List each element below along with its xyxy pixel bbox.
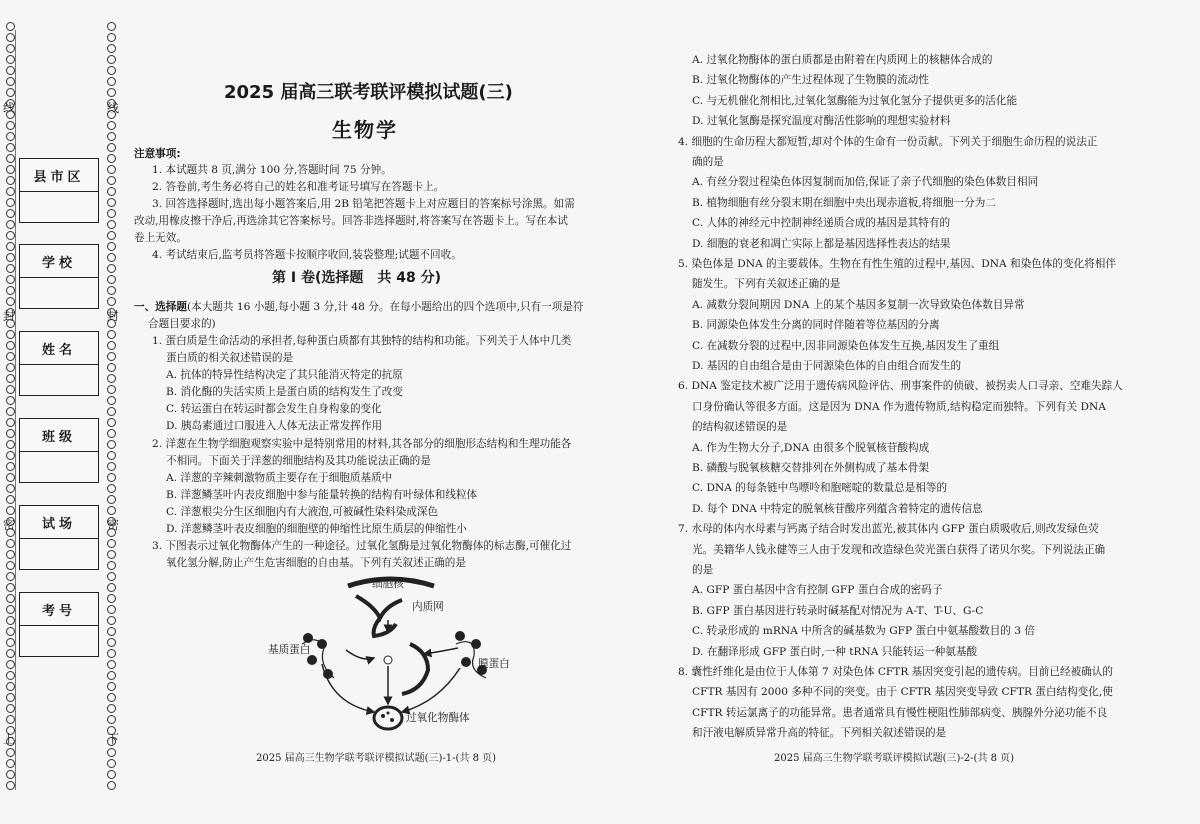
binding-hole bbox=[107, 715, 116, 724]
binding-hole bbox=[107, 759, 116, 768]
notice-line: 3. 回答选择题时,选出每小题答案后,用 2B 铅笔把答题卡上对应题目的答案标号涂黑。如需 bbox=[152, 198, 575, 210]
binding-hole bbox=[6, 396, 15, 405]
binding-hole bbox=[107, 407, 116, 416]
section-heading: 第 Ⅰ 卷(选择题 共 48 分) bbox=[272, 270, 441, 286]
binding-hole bbox=[107, 77, 116, 86]
binding-hole bbox=[107, 418, 116, 427]
binding-hole bbox=[6, 165, 15, 174]
seal-char: 密 bbox=[107, 518, 120, 532]
binding-hole bbox=[107, 660, 116, 669]
question-line: B. 同源染色体发生分离的同时伴随着等位基因的分离 bbox=[692, 319, 940, 332]
question-line: B. 消化酶的失活实质上是蛋白质的结构发生了改变 bbox=[166, 386, 403, 398]
question-line: 确的是 bbox=[692, 156, 724, 168]
binding-hole bbox=[6, 462, 15, 471]
binding-hole bbox=[107, 704, 116, 713]
binding-hole bbox=[107, 484, 116, 493]
question-line: 7. 水母的体内水母素与钙离子结合时发出蓝光,被其体内 GFP 蛋白质吸收后,则改发绿色荧 bbox=[678, 523, 1099, 536]
notice-heading: 注意事项: bbox=[134, 148, 181, 160]
binding-hole bbox=[6, 209, 15, 218]
binding-hole bbox=[6, 22, 15, 31]
binding-hole bbox=[6, 341, 15, 350]
peroxisome-body bbox=[374, 707, 402, 729]
label-matrix-protein: 基质蛋白 bbox=[268, 644, 311, 656]
page2-footer: 2025 届高三生物学联考联评模拟试题(三)-2-(共 8 页) bbox=[774, 753, 1015, 764]
binding-hole bbox=[107, 187, 116, 196]
binding-hole bbox=[107, 385, 116, 394]
binding-hole bbox=[107, 363, 116, 372]
binding-hole bbox=[6, 572, 15, 581]
binding-hole bbox=[107, 88, 116, 97]
binding-hole bbox=[6, 671, 15, 680]
section-intro-2: 合题目要求的) bbox=[148, 318, 216, 330]
field-school[interactable] bbox=[19, 244, 99, 309]
question-line: 不相同。下面关于洋葱的细胞结构及其功能说法正确的是 bbox=[166, 455, 431, 467]
binding-hole bbox=[6, 715, 15, 724]
field-label: 县市区 bbox=[20, 159, 98, 192]
subject-title: 生物学 bbox=[332, 118, 398, 142]
binding-hole bbox=[6, 539, 15, 548]
binding-hole bbox=[107, 748, 116, 757]
question-line: D. 洋葱鳞茎叶表皮细胞的细胞壁的伸缩性比原生质层的伸缩性小 bbox=[166, 523, 467, 535]
field-label: 学校 bbox=[20, 245, 98, 278]
binding-hole bbox=[107, 616, 116, 625]
binding-hole bbox=[107, 264, 116, 273]
question-line: 氧化氢分解,防止产生危害细胞的自由基。下列有关叙述正确的是 bbox=[166, 557, 466, 569]
question-line: C. 转录形成的 mRNA 中所含的碱基数为 GFP 蛋白中氨基酸数目的 3 倍 bbox=[692, 625, 1035, 638]
question-line: A. 减数分裂间期因 DNA 上的某个基因多复制一次导致染色体数目异常 bbox=[692, 298, 1025, 311]
binding-hole bbox=[6, 616, 15, 625]
binding-hole bbox=[6, 77, 15, 86]
binding-hole bbox=[107, 781, 116, 790]
binding-hole bbox=[6, 440, 15, 449]
binding-hole bbox=[6, 253, 15, 262]
binding-hole bbox=[6, 44, 15, 53]
binding-hole bbox=[107, 374, 116, 383]
question-line: 8. 囊性纤维化是由位于人体第 7 对染色体 CFTR 基因突变引起的遗传病。目前已经被确认的 bbox=[678, 666, 1113, 678]
membrane-fragment bbox=[402, 644, 428, 694]
intro-rest: (本大题共 16 小题,每小题 3 分,计 48 分。在每小题给出的四个选项中,只有一项是符 bbox=[186, 301, 584, 313]
question-line: CFTR 基因有 2000 多种不同的突变。由于 CFTR 基因突变导致 CFTR 蛋白结构变化,使 bbox=[692, 686, 1113, 699]
binding-hole bbox=[107, 429, 116, 438]
label-peroxisome: 过氧化物酶体 bbox=[406, 712, 470, 724]
binding-hole bbox=[107, 561, 116, 570]
binding-hole bbox=[6, 484, 15, 493]
binding-hole bbox=[6, 231, 15, 240]
seal-char: 线 bbox=[107, 101, 120, 115]
question-line: B. 过氧化物酶体的产生过程体现了生物膜的流动性 bbox=[692, 74, 929, 87]
binding-hole bbox=[6, 187, 15, 196]
binding-hole bbox=[107, 594, 116, 603]
question-line: D. 胰岛素通过口服进入人体无法正常发挥作用 bbox=[166, 420, 383, 432]
binding-hole bbox=[107, 440, 116, 449]
question-line: 的是 bbox=[692, 564, 714, 576]
binding-hole bbox=[107, 352, 116, 361]
binding-hole bbox=[107, 209, 116, 218]
question-line: D. 过氧化氢酶是探究温度对酶活性影响的理想实验材料 bbox=[692, 115, 951, 128]
binding-hole bbox=[6, 330, 15, 339]
question-line: C. 转运蛋白在转运时都会发生自身构象的变化 bbox=[166, 403, 382, 415]
binding-hole bbox=[6, 605, 15, 614]
binding-hole bbox=[6, 176, 15, 185]
binding-hole bbox=[107, 583, 116, 592]
binding-hole bbox=[6, 275, 15, 284]
question-line: A. 作为生物大分子,DNA 由很多个脱氧核苷酸构成 bbox=[692, 441, 930, 454]
binding-hole bbox=[6, 770, 15, 779]
question-line: C. 洋葱根尖分生区细胞内有大液泡,可被碱性染料染成深色 bbox=[166, 506, 439, 518]
notice-line: 改动,用橡皮擦干净后,再选涂其它答案标号。回答非选择题时,将答案写在答题卡上。写在本试 bbox=[134, 215, 568, 227]
binding-hole bbox=[6, 143, 15, 152]
binding-hole bbox=[107, 539, 116, 548]
binding-hole bbox=[6, 154, 15, 163]
binding-hole bbox=[6, 781, 15, 790]
field-exam-number[interactable] bbox=[19, 592, 99, 657]
question-line: 5. 染色体是 DNA 的主要载体。生物在有性生殖的过程中,基因、DNA 和染色体的变化将相伴 bbox=[678, 258, 1116, 270]
binding-hole bbox=[6, 33, 15, 42]
binding-hole bbox=[107, 253, 116, 262]
binding-hole bbox=[6, 198, 15, 207]
binding-hole bbox=[6, 220, 15, 229]
binding-hole bbox=[107, 242, 116, 251]
question-line: 随发生。下列有关叙述正确的是 bbox=[692, 278, 841, 291]
binding-hole bbox=[107, 176, 116, 185]
question-line: A. 过氧化物酶体的蛋白质都是由附着在内质网上的核糖体合成的 bbox=[692, 54, 993, 66]
question-line: C. DNA 的每条链中鸟嘌呤和胞嘧啶的数量总是相等的 bbox=[692, 482, 948, 495]
field-exam-room[interactable] bbox=[19, 505, 99, 570]
question-line: D. 细胞的衰老和凋亡实际上都是基因选择性表达的结果 bbox=[692, 237, 951, 250]
binding-hole bbox=[107, 605, 116, 614]
label-er: 内质网 bbox=[412, 601, 444, 613]
label-membrane-protein: 膜蛋白 bbox=[478, 658, 510, 670]
binding-hole bbox=[107, 638, 116, 647]
binding-strip bbox=[0, 0, 128, 824]
question-line: 3. 下图表示过氧化物酶体产生的一种途径。过氧化氢酶是过氧化物酶体的标志酶,可催化过 bbox=[152, 540, 572, 552]
intro-bold: 一、选择题 bbox=[134, 301, 187, 313]
vesicle-small bbox=[384, 656, 392, 664]
binding-hole bbox=[6, 264, 15, 273]
question-line: A. 有丝分裂过程染色体因复制而加倍,保证了亲子代细胞的染色体数目相同 bbox=[692, 176, 1039, 189]
binding-hole bbox=[107, 341, 116, 350]
field-name[interactable] bbox=[19, 331, 99, 396]
binding-hole bbox=[107, 286, 116, 295]
question-line: 蛋白质的相关叙述错误的是 bbox=[166, 352, 294, 364]
seal-char: 下 bbox=[107, 732, 120, 746]
binding-hole bbox=[107, 66, 116, 75]
binding-hole bbox=[107, 55, 116, 64]
binding-hole bbox=[107, 143, 116, 152]
binding-hole bbox=[107, 165, 116, 174]
binding-hole bbox=[6, 363, 15, 372]
question-line: D. 在翻译形成 GFP 蛋白时,一种 tRNA 只能转运一种氨基酸 bbox=[692, 645, 978, 658]
binding-hole bbox=[6, 242, 15, 251]
binding-hole bbox=[6, 550, 15, 559]
question-line: D. 每个 DNA 中特定的脱氧核苷酸序列蕴含着特定的遗传信息 bbox=[692, 502, 983, 515]
question-line: C. 与无机催化剂相比,过氧化氢酶能为过氧化氢分子提供更多的活化能 bbox=[692, 94, 1018, 107]
binding-hole bbox=[107, 121, 116, 130]
field-class[interactable] bbox=[19, 418, 99, 483]
binding-hole bbox=[6, 132, 15, 141]
binding-hole bbox=[6, 594, 15, 603]
binding-hole bbox=[6, 693, 15, 702]
binding-hole bbox=[6, 88, 15, 97]
question-line: B. GFP 蛋白基因进行转录时碱基配对情况为 A-T、T-U、G-C bbox=[692, 604, 984, 617]
binding-hole bbox=[107, 451, 116, 460]
binding-hole bbox=[6, 121, 15, 130]
page1-footer: 2025 届高三生物学联考联评模拟试题(三)-1-(共 8 页) bbox=[256, 753, 497, 764]
seal-line bbox=[15, 30, 16, 790]
seal-char: 线 bbox=[3, 101, 16, 115]
binding-hole bbox=[6, 352, 15, 361]
binding-hole bbox=[107, 44, 116, 53]
binding-hole bbox=[6, 704, 15, 713]
binding-hole bbox=[107, 22, 116, 31]
binding-hole bbox=[107, 506, 116, 515]
question-line: 口身份确认等很多方面。这是因为 DNA 作为遗传物质,结构稳定而独特。下列有关 DNA bbox=[692, 400, 1106, 413]
binding-hole bbox=[6, 451, 15, 460]
seal-char: 密 bbox=[3, 518, 16, 532]
seal-char: 上 bbox=[3, 732, 16, 746]
binding-hole bbox=[6, 385, 15, 394]
binding-hole bbox=[107, 627, 116, 636]
question-line: C. 人体的神经元中控制神经递质合成的基因是其特有的 bbox=[692, 217, 951, 230]
question-line: 的结构叙述错误的是 bbox=[692, 421, 788, 434]
binding-hole bbox=[107, 495, 116, 504]
question-line: 1. 蛋白质是生命活动的承担者,每种蛋白质都有其独特的结构和功能。下列关于人体中几类 bbox=[152, 335, 572, 347]
question-line: B. 植物细胞有丝分裂末期在细胞中央出现赤道板,将细胞一分为二 bbox=[692, 196, 996, 209]
question-line: B. 洋葱鳞茎叶内表皮细胞中参与能量转换的结构有叶绿体和线粒体 bbox=[166, 489, 478, 501]
binding-hole bbox=[6, 66, 15, 75]
question-line: 4. 细胞的生命历程大都短暂,却对个体的生命有一份贡献。下列关于细胞生命历程的说法正 bbox=[678, 135, 1098, 148]
binding-hole bbox=[107, 33, 116, 42]
label-nucleus: 细胞核 bbox=[372, 578, 404, 590]
binding-hole bbox=[107, 297, 116, 306]
binding-hole bbox=[6, 374, 15, 383]
binding-hole bbox=[6, 627, 15, 636]
question-line: CFTR 转运氯离子的功能异常。患者通常具有慢性梗阻性肺部病变、胰腺外分泌功能不良 bbox=[692, 706, 1108, 719]
binding-hole bbox=[107, 220, 116, 229]
notice-line: 2. 答卷前,考生务必将自己的姓名和准考证号填写在答题卡上。 bbox=[152, 181, 445, 193]
binding-hole bbox=[6, 506, 15, 515]
binding-hole bbox=[107, 330, 116, 339]
binding-hole bbox=[107, 682, 116, 691]
binding-hole bbox=[107, 231, 116, 240]
binding-hole bbox=[107, 473, 116, 482]
binding-hole bbox=[6, 759, 15, 768]
binding-holes-right bbox=[104, 22, 118, 794]
binding-hole bbox=[107, 550, 116, 559]
binding-hole bbox=[6, 638, 15, 647]
binding-hole bbox=[6, 583, 15, 592]
binding-hole bbox=[6, 407, 15, 416]
binding-hole bbox=[107, 154, 116, 163]
question-line: A. 抗体的特异性结构决定了其只能消灭特定的抗原 bbox=[166, 369, 403, 381]
binding-hole bbox=[107, 462, 116, 471]
field-county[interactable] bbox=[19, 158, 99, 223]
binding-hole bbox=[107, 132, 116, 141]
binding-hole bbox=[107, 693, 116, 702]
binding-hole bbox=[6, 473, 15, 482]
binding-hole bbox=[107, 275, 116, 284]
binding-hole bbox=[107, 198, 116, 207]
field-label: 考号 bbox=[20, 593, 98, 626]
question-line: C. 在减数分裂的过程中,因非同源染色体发生互换,基因发生了重组 bbox=[692, 339, 1000, 352]
question-line: D. 基因的自由组合是由于同源染色体的自由组合而发生的 bbox=[692, 360, 962, 372]
question-line: 光。美籍华人钱永健等三人由于发现和改造绿色荧光蛋白获得了诺贝尔奖。下列说法正确 bbox=[692, 543, 1106, 556]
field-label: 姓名 bbox=[20, 332, 98, 365]
question-line: 和汗液电解质异常升高的特征。下列相关叙述错误的是 bbox=[692, 727, 947, 740]
section-intro bbox=[134, 301, 584, 314]
binding-hole bbox=[6, 429, 15, 438]
binding-hole bbox=[6, 297, 15, 306]
seal-char: 封 bbox=[3, 309, 16, 323]
binding-hole bbox=[107, 770, 116, 779]
binding-hole bbox=[6, 660, 15, 669]
binding-hole bbox=[107, 671, 116, 680]
field-label: 试场 bbox=[20, 506, 98, 539]
er-membrane bbox=[356, 596, 402, 636]
binding-hole bbox=[107, 396, 116, 405]
question-line: 6. DNA 鉴定技术被广泛用于遗传病风险评估、刑事案件的侦破、被拐卖人口寻亲、空难失踪人 bbox=[678, 380, 1123, 393]
question-line: A. GFP 蛋白基因中含有控制 GFP 蛋白合成的密码子 bbox=[692, 584, 943, 597]
exam-title: 2025 届高三联考联评模拟试题(三) bbox=[224, 82, 513, 103]
binding-hole bbox=[6, 418, 15, 427]
notice-line: 卷上无效。 bbox=[134, 232, 187, 244]
question-line: A. 洋葱的辛辣刺激物质主要存在于细胞质基质中 bbox=[166, 472, 393, 484]
binding-hole bbox=[6, 286, 15, 295]
seal-char: 封 bbox=[107, 309, 120, 323]
notice-line: 4. 考试结束后,监考员将答题卡按顺序收回,装袋整理;试题不回收。 bbox=[152, 249, 462, 261]
binding-hole bbox=[6, 682, 15, 691]
binding-hole bbox=[107, 572, 116, 581]
binding-hole bbox=[6, 649, 15, 658]
binding-hole bbox=[6, 495, 15, 504]
notice-line: 1. 本试题共 8 页,满分 100 分,答题时间 75 分钟。 bbox=[152, 164, 392, 176]
binding-hole bbox=[6, 561, 15, 570]
binding-hole bbox=[6, 55, 15, 64]
field-label: 班级 bbox=[20, 419, 98, 452]
question-line: B. 磷酸与脱氧核糖交替排列在外侧构成了基本骨架 bbox=[692, 462, 929, 474]
binding-hole bbox=[6, 748, 15, 757]
question-line: 2. 洋葱在生物学细胞观察实验中是特别常用的材料,其各部分的细胞形态结构和生理功能各 bbox=[152, 438, 572, 450]
binding-hole bbox=[107, 649, 116, 658]
